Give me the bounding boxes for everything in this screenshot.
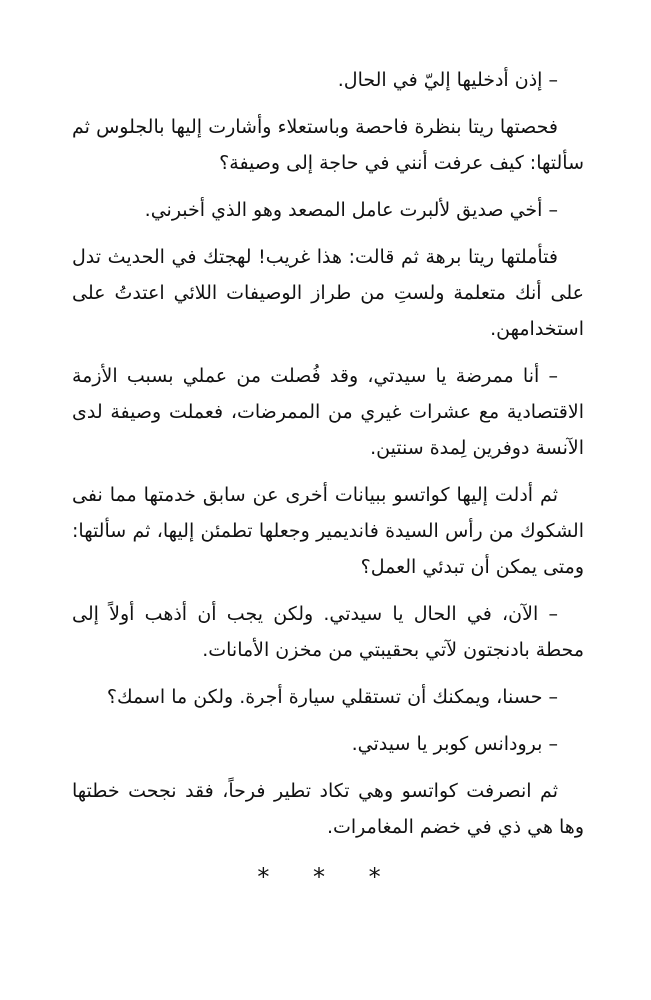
dialogue-line: – الآن، في الحال يا سيدتي. ولكن يجب أن أذهب أولاً إلى محطة بادنجتون لآتي بحقيبتي من مخزن الأمانات. bbox=[72, 603, 584, 661]
narration-paragraph: فحصتها ريتا بنظرة فاحصة وباستعلاء وأشارت إليها بالجلوس ثم سألتها: كيف عرفت أنني في حاجة إلى وصيفة؟ bbox=[72, 116, 584, 174]
dialogue-line: – حسنا، ويمكنك أن تستقلي سيارة أجرة. ولكن ما اسمك؟ bbox=[106, 686, 558, 708]
dialogue-line: – برودانس كوبر يا سيدتي. bbox=[351, 733, 558, 755]
section-divider: * * * bbox=[257, 863, 399, 891]
narration-paragraph: ثم انصرفت كواتسو وهي تكاد تطير فرحاً، فقد نجحت خطتها وها هي ذي في خضم المغامرات. bbox=[72, 780, 584, 838]
dialogue-line: – أنا ممرضة يا سيدتي، وقد فُصلت من عملي بسبب الأزمة الاقتصادية مع عشرات غيري من الممرضات، فعملت وصيفة لدى الآنسة دوفرين لِمدة سنتين. bbox=[72, 365, 584, 459]
dialogue-line: – أخي صديق لألبرت عامل المصعد وهو الذي أخبرني. bbox=[144, 199, 558, 221]
dialogue-line: – إذن أدخليها إليّ في الحال. bbox=[337, 69, 558, 91]
narration-paragraph: ثم أدلت إليها كواتسو ببيانات أخرى عن سابق خدمتها مما نفى الشكوك من رأس السيدة فانديمير وجعلها تطمئن إليها، ثم سألتها: ومتى يمكن أن تبدئي العمل؟ bbox=[72, 484, 584, 578]
narration-paragraph: فتأملتها ريتا برهة ثم قالت: هذا غريب! لهجتك في الحديث تدل على أنك متعلمة ولستِ من طراز الوصيفات اللائي اعتدتُ على استخدامهن. bbox=[72, 246, 584, 340]
book-page bbox=[72, 62, 584, 895]
